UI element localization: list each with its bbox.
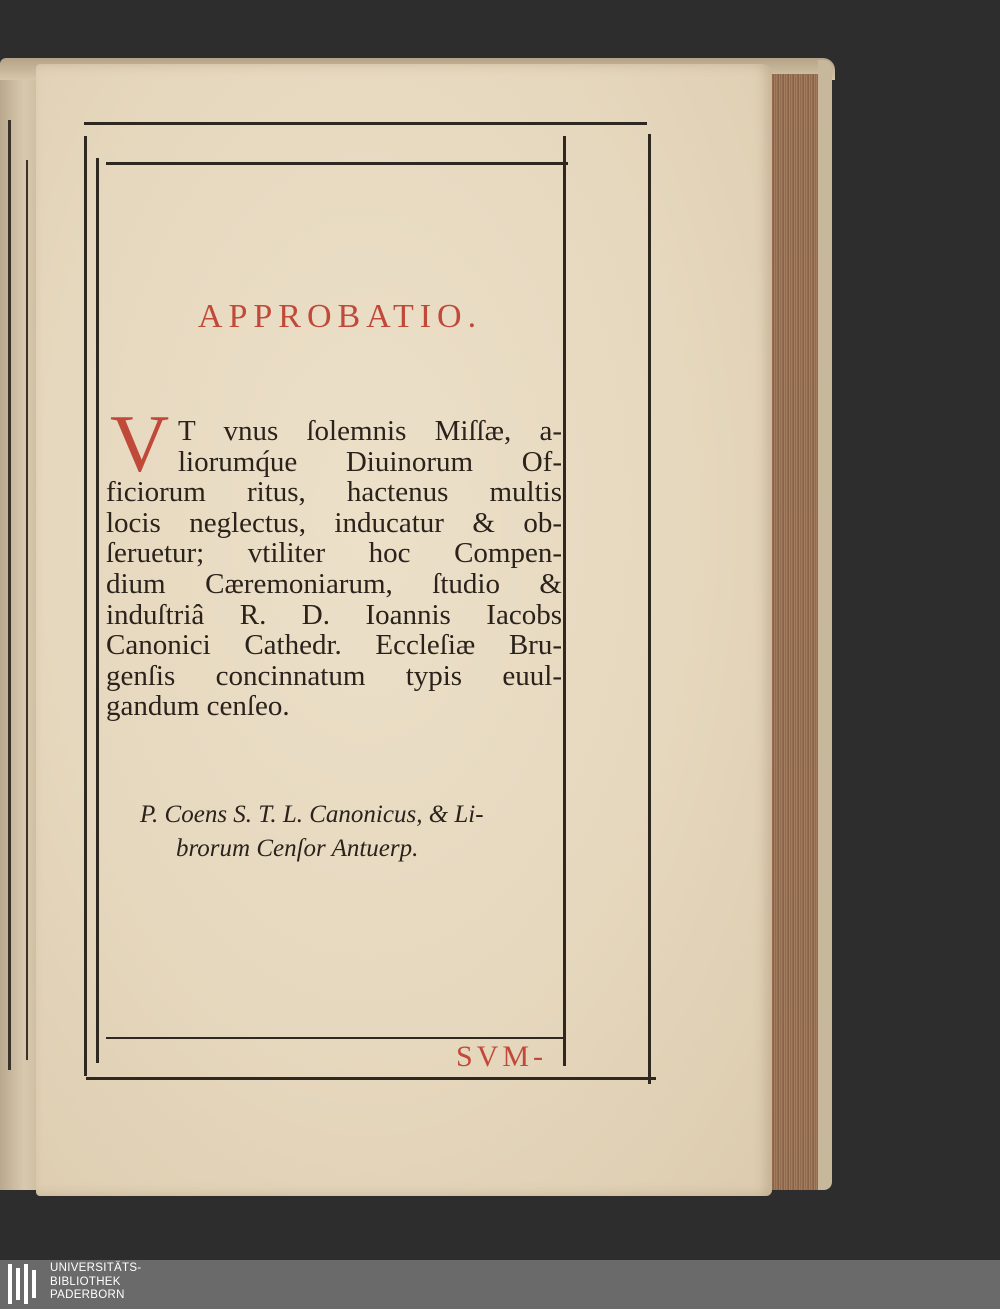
catchword: SVM- bbox=[456, 1040, 548, 1073]
library-logo-icon bbox=[6, 1264, 42, 1304]
page-title: APPROBATIO. bbox=[197, 298, 483, 335]
left-page-rule bbox=[8, 120, 11, 1070]
frame-rule-left-inner bbox=[96, 158, 99, 1063]
text-line: ficiorum ritus, hactenus multis bbox=[106, 476, 562, 509]
frame-rule-top-outer bbox=[84, 122, 647, 125]
text-line: genſis concinnatum typis euul- bbox=[106, 659, 562, 692]
signature-line-1: P. Coens S. T. L. Canonicus, & Li- bbox=[140, 801, 484, 828]
library-name bbox=[50, 1262, 141, 1303]
text-line: induſtriâ R. D. Ioannis Iacobs bbox=[106, 598, 562, 631]
frame-rule-top-inner bbox=[106, 162, 568, 165]
text-line: locis neglectus, inducatur & ob- bbox=[106, 506, 562, 539]
frame-rule-left-outer bbox=[84, 136, 87, 1076]
left-page-edge bbox=[0, 80, 41, 1190]
text-line: liorumq́ue Diuinorum Of- bbox=[178, 445, 562, 478]
frame-rule-right-inner bbox=[563, 136, 566, 1066]
text-line: T vnus ſolemnis Miſſæ, a- bbox=[178, 415, 562, 447]
approbation-text bbox=[106, 416, 562, 722]
censor-signature bbox=[140, 798, 565, 866]
book-cover-edge bbox=[818, 60, 832, 1190]
text-line: ſeruetur; vtiliter hoc Compen- bbox=[106, 537, 562, 570]
text-line: Canonici Cathedr. Eccleſiæ Bru- bbox=[106, 629, 562, 662]
text-line: gandum cenſeo. bbox=[106, 690, 290, 723]
left-page-rule-inner bbox=[26, 160, 28, 1060]
library-footer bbox=[0, 1260, 1000, 1309]
frame-rule-right-outer bbox=[648, 134, 651, 1084]
library-name-line-3: PADERBORN bbox=[50, 1289, 125, 1301]
signature-line-2: brorum Cenſor Antuerp. bbox=[176, 835, 419, 862]
library-name-line-2: BIBLIOTHEK bbox=[50, 1275, 121, 1288]
text-line: dium Cæremoniarum, ſtudio & bbox=[106, 567, 562, 600]
frame-rule-bottom-inner bbox=[106, 1037, 566, 1039]
library-name-line-1: UNIVERSITÄTS- bbox=[50, 1262, 142, 1274]
drop-cap-initial: V bbox=[110, 398, 170, 489]
frame-rule-bottom-outer bbox=[86, 1077, 656, 1080]
